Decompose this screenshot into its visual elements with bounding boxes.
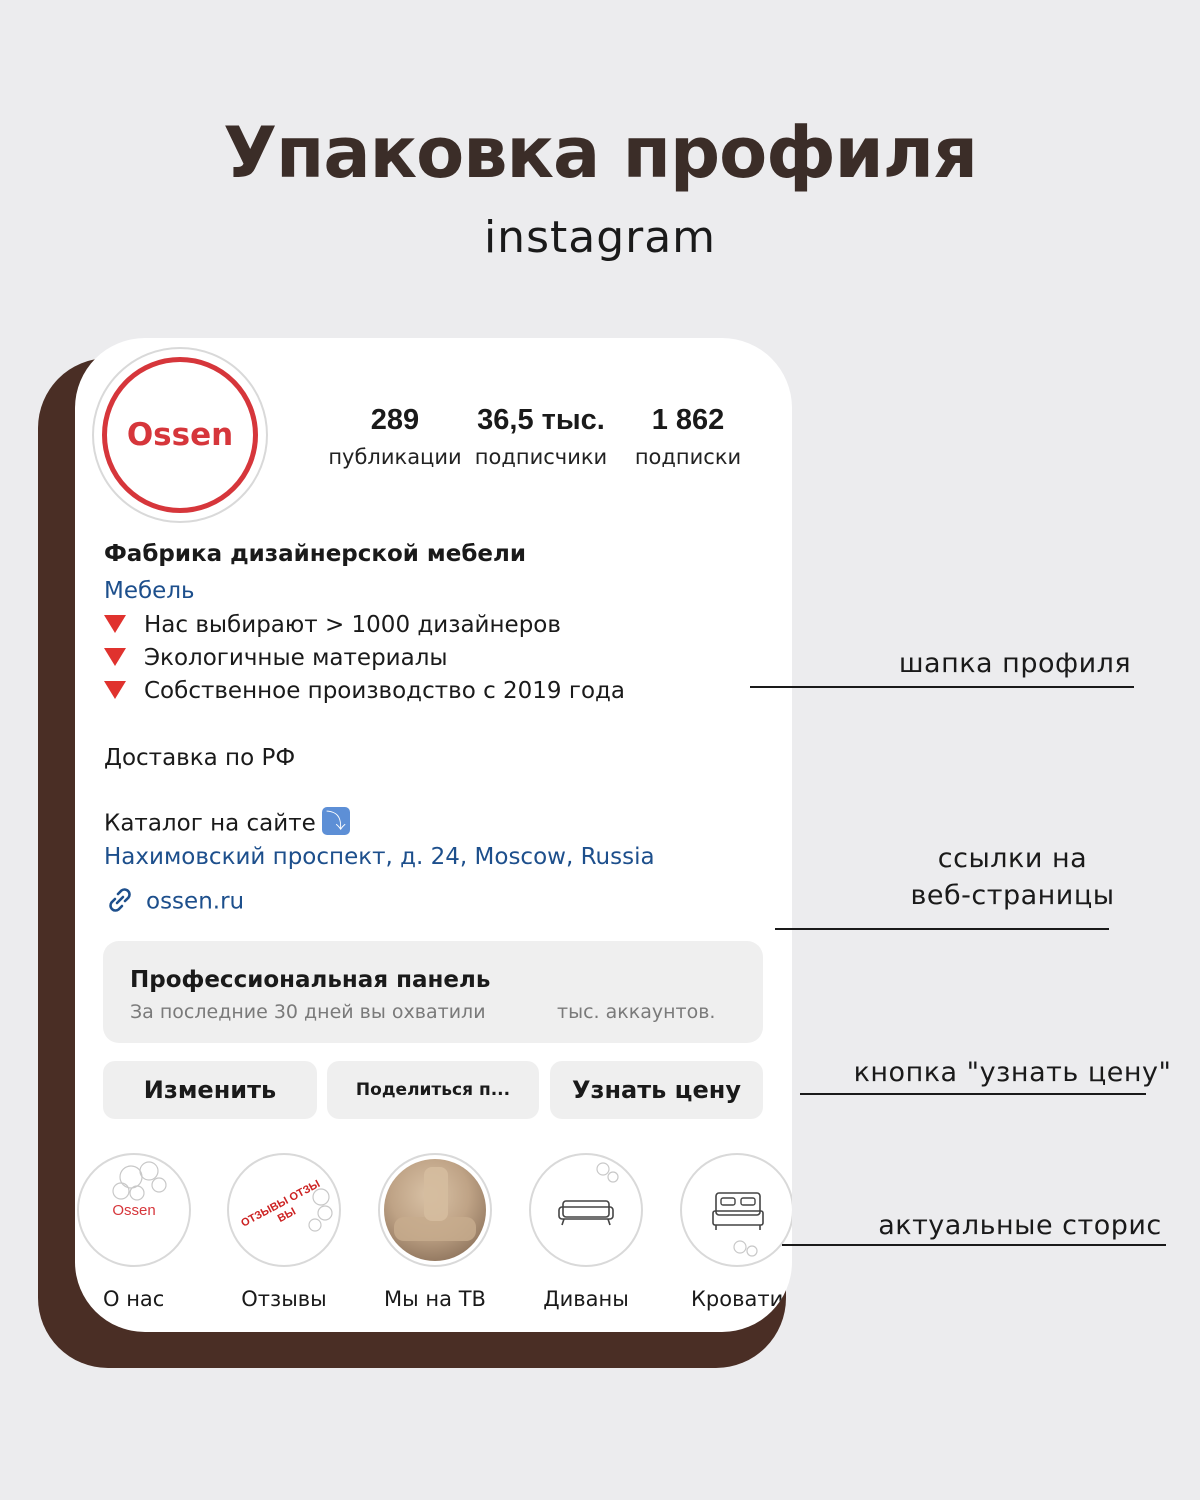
bio-bullet-text: Экологичные материалы: [144, 645, 448, 671]
profile-card: [75, 338, 792, 1332]
bio-delivery: Доставка по РФ: [104, 745, 296, 771]
stat-followers[interactable]: [470, 404, 612, 469]
profile-link-text: ossen.ru: [146, 888, 245, 915]
bio-catalog: [104, 810, 350, 838]
red-triangle-icon: [104, 681, 126, 699]
story-highlight-reviews[interactable]: [226, 1153, 342, 1311]
stat-followers-value: 36,5 тыс.: [477, 404, 605, 436]
story-highlight-tv[interactable]: [377, 1153, 493, 1311]
avatar-logo: Ossen: [102, 357, 258, 513]
bio-bullet-text: Нас выбирают > 1000 дизайнеров: [144, 612, 561, 638]
bubbles-decoration-icon: [229, 1155, 339, 1265]
sofa-photo: [384, 1159, 486, 1261]
story-cover: [529, 1153, 643, 1267]
profile-link[interactable]: [104, 886, 244, 918]
bio-bullet-text: Собственное производство с 2019 года: [144, 678, 626, 704]
annotation-stories: актуальные сторис: [878, 1210, 1162, 1241]
avatar[interactable]: [92, 347, 268, 523]
bio-catalog-text: Каталог на сайте: [104, 810, 316, 837]
annotation-line-header: [750, 686, 1134, 688]
profile-category[interactable]: Мебель: [104, 578, 195, 604]
panel-subtitle: За последние 30 дней вы охватили: [130, 1001, 486, 1023]
share-button[interactable]: Поделиться п...: [327, 1061, 539, 1119]
annotation-button: кнопка "узнать цену": [853, 1057, 1172, 1088]
bio-bullet: [104, 678, 625, 704]
page-subtitle: instagram: [483, 212, 717, 263]
annotation-line-links: [775, 928, 1109, 930]
story-cover-text: Ossen: [112, 1201, 156, 1219]
page-title: Упаковка профиля: [223, 112, 977, 194]
annotation-links-line2: веб-страницы: [910, 880, 1115, 911]
stat-posts-label: публикации: [328, 445, 462, 469]
edit-button[interactable]: Изменить: [103, 1061, 317, 1119]
story-label: О нас: [103, 1287, 165, 1311]
arrow-down-icon: ⤵: [322, 807, 350, 835]
story-highlight-beds[interactable]: [679, 1153, 792, 1311]
sofa-icon: [531, 1155, 641, 1265]
annotation-links-line1: ссылки на: [937, 843, 1088, 874]
red-triangle-icon: [104, 648, 126, 666]
bio-bullet: [104, 645, 448, 671]
annotation-line-button: [800, 1093, 1146, 1095]
stat-followers-label: подписчики: [474, 445, 608, 469]
story-cover-text: ОТЗЫВЫ ОТЗЫВЫ: [239, 1177, 323, 1230]
story-highlight-about[interactable]: [76, 1153, 192, 1311]
story-label: Отзывы: [241, 1287, 327, 1311]
story-label: Кровати: [691, 1287, 784, 1311]
link-icon: [104, 884, 136, 916]
profile-name: Фабрика дизайнерской мебели: [104, 541, 526, 567]
stat-posts[interactable]: [325, 404, 465, 469]
bed-icon: [682, 1155, 792, 1265]
story-label: Диваны: [543, 1287, 629, 1311]
red-triangle-icon: [104, 615, 126, 633]
stat-following-value: 1 862: [651, 404, 725, 436]
panel-title: Профессиональная панель: [130, 967, 491, 993]
story-cover: [227, 1153, 341, 1267]
annotation-header: шапка профиля: [898, 648, 1132, 679]
get-price-button[interactable]: Узнать цену: [550, 1061, 763, 1119]
stat-following[interactable]: [622, 404, 754, 469]
story-cover: [378, 1153, 492, 1267]
stat-following-label: подписки: [634, 445, 742, 469]
panel-subtitle-end: тыс. аккаунтов.: [557, 1001, 716, 1023]
bio-bullet: [104, 612, 561, 638]
profile-address[interactable]: Нахимовский проспект, д. 24, Moscow, Russia: [104, 844, 655, 870]
story-cover: [77, 1153, 191, 1267]
annotation-line-stories: [782, 1244, 1166, 1246]
stat-posts-value: 289: [370, 404, 420, 436]
story-cover: [680, 1153, 792, 1267]
professional-panel[interactable]: [103, 941, 763, 1043]
story-label: Мы на ТВ: [384, 1287, 486, 1311]
story-highlight-sofas[interactable]: [528, 1153, 644, 1311]
